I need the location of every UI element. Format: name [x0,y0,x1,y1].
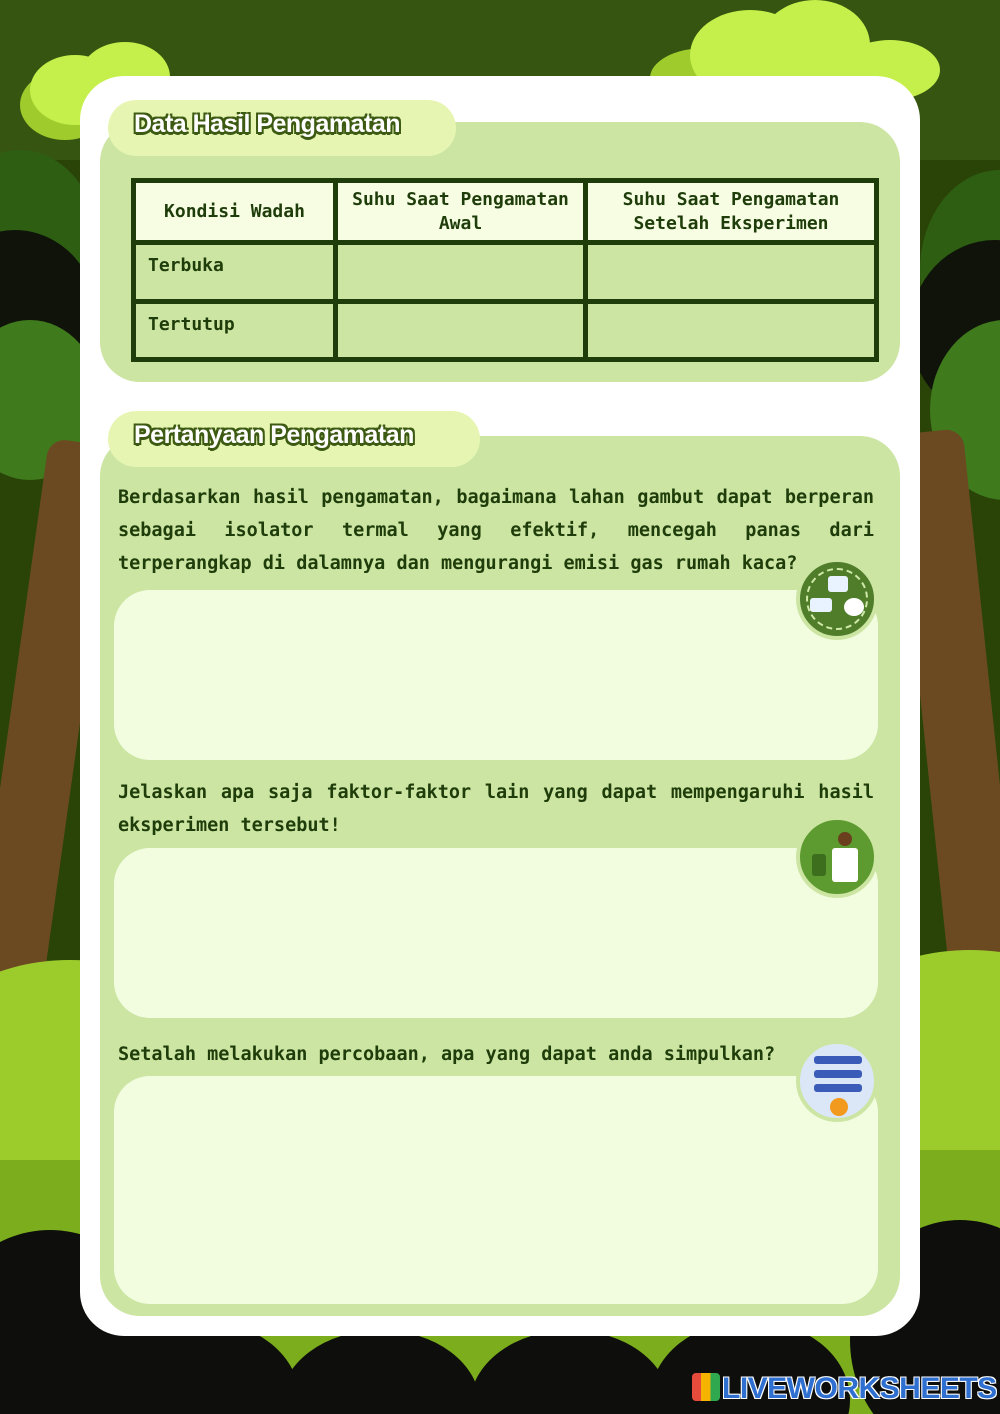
watermark-text: LIVEWORKSHEETS [722,1372,997,1405]
section-title-data: Data Hasil Pengamatan [108,100,456,156]
table-header-row [134,181,877,243]
answer-box-2[interactable] [114,848,878,1018]
cell-tertutup-awal[interactable] [336,301,586,359]
liveworksheets-icon [692,1373,720,1401]
liveworksheets-logo[interactable] [692,1372,997,1408]
question-2-text: Jelaskan apa saja faktor-faktor lain yang dapat mempengaruhi hasil eksperimen tersebut! [118,782,874,836]
table-header-kondisi: Kondisi Wadah [134,181,336,243]
answer-box-1[interactable] [114,590,878,760]
section-title-questions: Pertanyaan Pengamatan [108,411,480,467]
question-1-text: Berdasarkan hasil pengamatan, bagaimana lahan gambut dapat berperan sebagai isolator termal yang efektif, mencegah panas dari terperangkap di dalamnya dan mengurangi emisi gas rumah kaca? [118,487,874,574]
cell-tertutup-setelah[interactable] [586,301,877,359]
table-row [134,301,877,359]
question-3-text: Setalah melakukan percobaan, apa yang dapat anda simpulkan? [118,1044,776,1065]
table-header-awal: Suhu Saat Pengamatan Awal [336,181,586,243]
table-header-setelah: Suhu Saat Pengamatan Setelah Eksperimen [586,181,877,243]
row-label-tertutup: Tertutup [134,301,336,359]
cell-terbuka-awal[interactable] [336,243,586,301]
online-learning-icon [796,558,878,640]
answer-box-3[interactable] [114,1076,878,1304]
row-label-terbuka: Terbuka [134,243,336,301]
observation-table [131,178,879,362]
table-row [134,243,877,301]
checklist-icon [796,1040,878,1122]
scientist-icon [796,816,878,898]
cell-terbuka-setelah[interactable] [586,243,877,301]
